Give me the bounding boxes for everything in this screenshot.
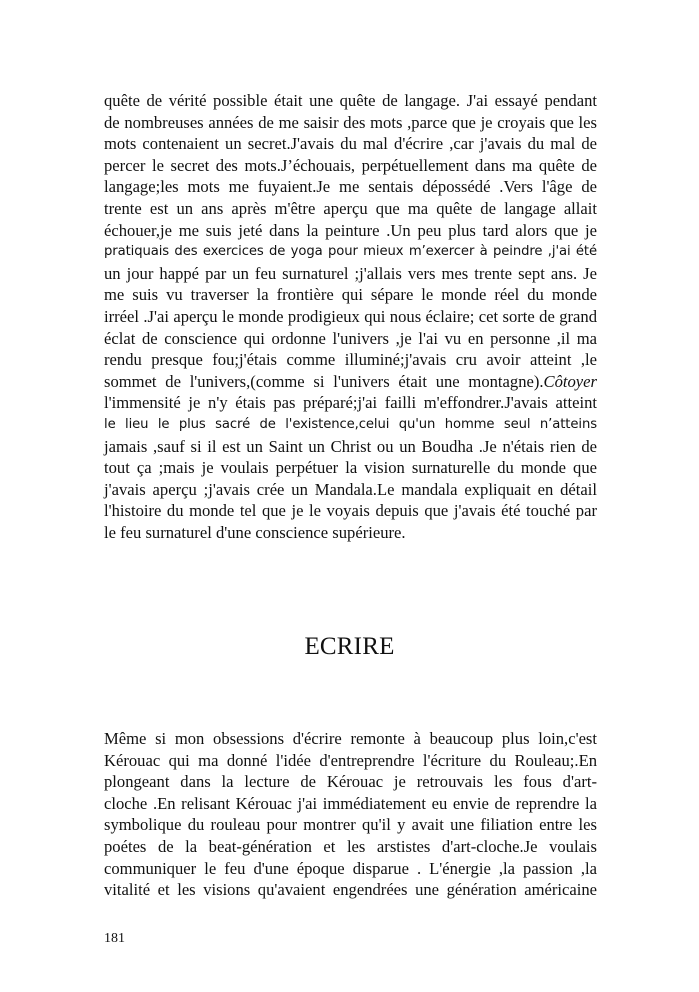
body-paragraph-1 <box>104 90 597 543</box>
text-line: quête de vérité possible était une quête de langage. J'ai essayé pendant <box>104 91 597 110</box>
text-line: éclat de conscience qui ordonne l'univers ,je l'ai vu en personne ,il ma <box>104 328 597 348</box>
text-line: vitalité et les visions qu'avaient engendrées une génération américaine <box>104 880 597 900</box>
text-line: j'avais aperçu ;j'avais crée un Mandala.Le mandala expliquait en détail <box>104 479 597 499</box>
text-line: échouer,je me suis jeté dans la peinture .Un peu plus tard alors que je <box>104 220 597 240</box>
text-line: langage;les mots me fuyaient.Je me sentais dépossédé .Vers l'âge de <box>104 177 597 197</box>
text-line: trente est un ans après m'être aperçu que ma quête de langage allait <box>104 198 597 218</box>
text-line: le feu surnaturel d'une conscience supérieure. <box>104 522 406 542</box>
text-line: le lieu le plus sacré de l'existence,celui qu'un homme seul n’atteins <box>104 416 597 432</box>
text-line: mots contenaient un secret.J'avais du mal d'écrire ,car j'avais du mal de <box>104 134 597 154</box>
text-line: pratiquais des exercices de yoga pour mieux m’exercer à peindre ,j'ai été <box>104 244 597 260</box>
italic-word: Côtoyer <box>543 371 597 391</box>
text-line: Même si mon obsessions d'écrire remonte à beaucoup plus loin,c'est <box>104 729 597 748</box>
page-number: 181 <box>104 931 125 946</box>
text-line: cloche .En relisant Kérouac j'ai immédiatement eu envie de reprendre la <box>104 793 597 813</box>
text-line: tout ça ;mais je voulais perpétuer la vision surnaturelle du monde que <box>104 458 597 478</box>
text-line: communiquer le feu d'une époque disparue . L'énergie ,la passion ,la <box>104 858 597 878</box>
text-line: me suis vu traverser la frontière qui sépare le monde réel du monde <box>104 285 597 305</box>
text-segment: sommet de l'univers,(comme si l'univers était une montagne). <box>104 371 544 391</box>
text-line: irréel .J'ai aperçu le monde prodigieux qui nous éclaire; cet sorte de grand <box>104 306 597 326</box>
text-line: de nombreuses années de me saisir des mots ,parce que je croyais que les <box>104 112 597 132</box>
text-line: Kérouac qui ma donné l'idée d'entreprendre l'écriture du Rouleau;.En <box>104 750 597 770</box>
section-title: ECRIRE <box>304 633 395 660</box>
text-line: poétes de la beat-génération et les arstistes d'art-cloche.Je voulais <box>104 836 597 856</box>
text-line: l'histoire du monde tel que je le voyais depuis que j'avais été touché par <box>104 501 597 521</box>
text-line: l'immensité je n'y étais pas préparé;j'ai failli m'effondrer.J'avais atteint <box>104 393 597 413</box>
text-line: jamais ,sauf si il est un Saint un Christ ou un Boudha .Je n'étais rien de <box>104 436 597 456</box>
body-paragraph-2 <box>104 728 597 901</box>
text-line: symbolique du rouleau pour montrer qu'il y avait une filiation entre les <box>104 815 597 835</box>
text-line: plongeant dans la lecture de Kérouac je retrouvais les fous d'art- <box>104 772 597 792</box>
text-line: un jour happé par un feu surnaturel ;j'allais vers mes trente sept ans. Je <box>104 263 597 283</box>
text-line: rendu presque fou;j'étais comme illuminé;j'avais cru avoir atteint ,le <box>104 350 597 370</box>
text-line-with-italic <box>104 371 597 393</box>
text-line: percer le secret des mots.J’échouais, perpétuellement dans ma quête de <box>104 155 597 175</box>
